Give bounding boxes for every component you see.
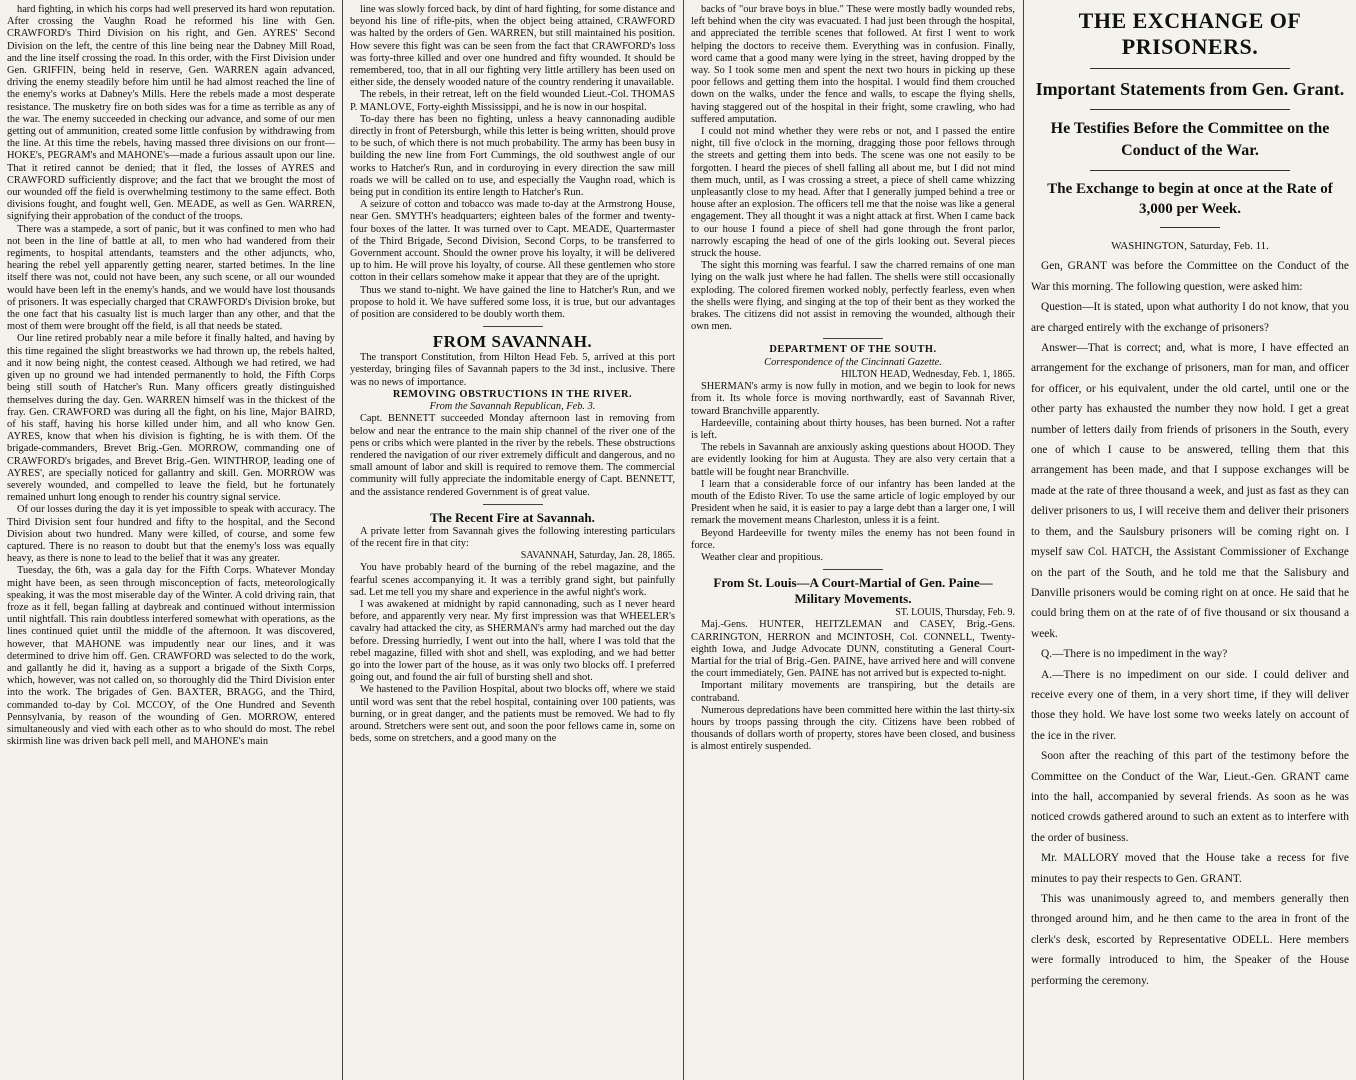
headline-exchange-of-prisoners: THE EXCHANGE OF PRISONERS. — [1078, 8, 1302, 59]
article-paragraph: This was unanimously agreed to, and members generally then thronged around him, and he then came to the area in front of the clerk's desk, escorted by Representative ODELL. Here members were formally introduced to him, the Speaker of the House performing the ceremony. — [1031, 893, 1349, 987]
section-rule — [483, 326, 543, 327]
dateline: WASHINGTON, Saturday, Feb. 11. — [1111, 240, 1269, 252]
section-rule — [823, 338, 883, 339]
article-paragraph: The sight this morning was fearful. I saw the charred remains of one man lying on the walk just where he had fallen. The shells were still occasionally exploding. The colored firemen worked nobly, perfectly fearless, even when the shells were flying, and singing at the top of their bent as they worked the brakes. The citizens did not assist in removing the wounded, although their own men. — [691, 260, 1015, 333]
article-paragraph: We hastened to the Pavilion Hospital, about two blocks off, where we staid until word was sent that the rebel hospital, containing over 100 patients, was burning, or in great danger, and the patients must be removed. We had to fly around. Stretchers were sent out, and soon the poor fellows came in, some on beds, some on stretchers, and a good many on the — [350, 684, 675, 745]
article-paragraph: A.—There is no impediment on our side. I could deliver and receive every one of them, in a very short time, if they will deliver those they hold. We have lost some two weeks lately on account of the ice in the river. — [1031, 668, 1349, 742]
source-line: From the Savannah Republican, Feb. 3. — [429, 401, 596, 413]
article-paragraph: I could not mind whether they were rebs or not, and I passed the entire night, till five o'clock in the morning, dragging those poor fellows through the streets and getting them into beds. The scene was one not easily to be forgotten. I heard the pieces of shell falling all about me, but I did not mind them much, until, as I was crossing a street, a piece of shell came whizzing unpleasantly close to my head. After that I generally jumped behind a tree or house after an explosion. The officers tell me that the noise was like a general engagement. They all thought it was a night attack at first. When I came back to our house I found a piece of shell had gone through the front parlor, narrowly escaping the head of one of the girls looking out. Several pieces struck the house. — [691, 126, 1015, 260]
article-paragraph: The rebels in Savannah are anxiously asking questions about HOOD. They are evidently looking for him at Augusta. They are also very certain that a battle will be fought near Branchville. — [691, 442, 1015, 478]
dateline: SAVANNAH, Saturday, Jan. 28, 1865. — [520, 550, 675, 562]
section-rule — [483, 504, 543, 505]
dateline: ST. LOUIS, Thursday, Feb. 9. — [895, 607, 1015, 619]
subhead-recent-fire: The Recent Fire at Savannah. — [430, 509, 595, 525]
article-paragraph: I was awakened at midnight by rapid cannonading, such as I never heard before, and apparently very near. My first impression was that WHEELER's cavalry had attacked the city, as SHERMAN's army had marched out the day before. Dressing hurriedly, I went out into the hall, where I was told that the rebel magazine, filled with shot and shell, was exploding, and we had better go into the lower part of the house, as it was only two blocks off. I preferred going out, and found the air full of bursting shell and shot. — [350, 598, 675, 684]
article-paragraph: SHERMAN's army is now fully in motion, and we begin to look for news from it. Its whole force is moving northwardly, east of Savannah River, toward Branchville apparently. — [691, 381, 1015, 417]
subheadline: The Exchange to begin at once at the Rate of 3,000 per Week. — [1047, 181, 1333, 217]
headline-department-south: DEPARTMENT OF THE SOUTH. — [769, 344, 937, 356]
article-paragraph: Gen, GRANT was before the Committee on the Conduct of the War this morning. The following question, were asked him: — [1031, 260, 1349, 293]
article-paragraph: The transport Constitution, from Hilton Head Feb. 5, arrived at this port yesterday, bringing files of Savannah papers to the 3d inst., inclusive. There was no news of importance. — [350, 352, 675, 388]
article-paragraph: A private letter from Savannah gives the following interesting particulars of the recent fire in that city: — [350, 525, 675, 549]
source-line: Correspondence of the Cincinnati Gazette. — [764, 356, 942, 368]
article-paragraph: Hardeeville, containing about thirty houses, has been burned. Not a rafter is left. — [691, 417, 1015, 441]
article-paragraph: You have probably heard of the burning of the rebel magazine, and the fearful scenes accompanying it. It was a terribly grand sight, but painfully sad. Let me tell you my share and experience in the awful night's work. — [350, 562, 675, 598]
article-paragraph: backs of "our brave boys in blue." These were mostly badly wounded rebs, left behind when the city was evacuated. I had just been through the hospital, and appreciated the terrible scenes that followed. At first I went to work helping the doctors to receive them. Everything was in confusion. Finally, word came that a good many were lying in the street, having dropped by the way. So I took some men and spent the next two hours in picking up these poor fellows and getting them into the hospital. I would find them crouched down on the walks, under the fence and walls, to escape the flying shells, having staggered out of the hospital in their fright, some crawling, who had suffered amputation. — [691, 4, 1015, 125]
article-paragraph: Weather clear and propitious. — [701, 551, 824, 563]
article-paragraph: hard fighting, in which his corps had well preserved its hard won reputation. After crossing the Vaughn Road he reformed his line with Gen. CRAWFORD's Third Division on his right, and Gen. AYRES' Second Division on the left, the centre of this line being near the Dabney Mill Road, and the line itself crossing the road. In this order, with the First Division under Gen. GRIFFIN, being held in reserve, Gen. WARREN again advanced, driving the enemy steadily before him until he had almost reached the line of the enemy's works at Dabney's Mills. Here the rebels made a most desperate resistance. The musketry fire on both sides was for a time as terrible as any of the war. The enemy succeeded in checking our advance, and some of our men getting out of ammunition, created some little confusion by withdrawing from the line. At this time the rebels, having massed three divisions on our front—HOKE's, PEGRAM's and MAHONE's—made a furious assault upon our line. That it retired cannot be denied; that it fled, the losses of AYRES and CRAWFORD sufficiently disprove; and the fact that we brought the most of our wounded off the field is overwhelming testimony to the same effect. Both divisions fought, and fought well, Gen. MEADE, as well as Gen. WARREN, signifying their approbation of the conduct of the troops. — [7, 4, 335, 223]
column-4 — [1026, 4, 1354, 1076]
column-rule — [342, 0, 343, 1080]
column-1 — [2, 4, 340, 1076]
column-rule — [1023, 0, 1024, 1080]
article-paragraph: I learn that a considerable force of our infantry has been landed at the mouth of the Edisto River. To use the same article of logic employed by our President when he said, it is easier to pay a large debt than a larger one, I will remark the movement means Charleston, unless it is a feint. — [691, 478, 1015, 527]
article-paragraph: The rebels, in their retreat, left on the field wounded Lieut.-Col. THOMAS P. MANLOVE, Forty-eighth Mississippi, and he is now in our hospital. — [350, 89, 675, 113]
section-rule — [1160, 227, 1220, 228]
article-paragraph: Mr. MALLORY moved that the House take a recess for five minutes to pay their respects to Gen. GRANT. — [1031, 852, 1349, 885]
headline-st-louis: From St. Louis—A Court-Martial of Gen. Paine—Military Movements. — [713, 575, 993, 607]
article-paragraph: A seizure of cotton and tobacco was made to-day at the Armstrong House, near Gen. SMYTH's headquarters; eighteen bales of the former and twenty-four boxes of the latter. It was turned over to Capt. MEADE, Quartermaster of the Third Brigade, Second Division, Second Corps, to be transferred to Government account. Should the owner prove his loyalty, it will be delivered up to him. He will prove his loyalty, of course. All these gentlemen who store cotton in their cellars somehow make it appear that they are of the upright. — [350, 199, 675, 284]
column-2 — [345, 4, 680, 1076]
article-paragraph: Capt. BENNETT succeeded Monday afternoon last in removing from below and near the entrance to the main ship channel of the river one of the pens or cribs which were planted in the river by the rebels. These obstructions rendered the navigation of our river extremely difficult and dangerous, and no small amount of labor and skill is required to remove them. The commercial community will fully appreciate the indomitable energy of Capt. BENNETT, and the assistance rendered Government is of great value. — [350, 413, 675, 498]
column-rule — [683, 0, 684, 1080]
headline-from-savannah: FROM SAVANNAH. — [432, 332, 593, 352]
article-paragraph: Question—It is stated, upon what authority I do not know, that you are charged entirely with the exchange of prisoners? — [1031, 301, 1349, 334]
article-paragraph: Numerous depredations have been committed here within the last thirty-six hours by troops passing through the city. Citizens have been robbed of thousands of dollars worth of property, stores have been closed, and business is almost entirely suspended. — [691, 704, 1015, 753]
subheadline: Important Statements from Gen. Grant. — [1035, 79, 1345, 99]
section-rule — [1090, 170, 1290, 171]
article-paragraph: There was a stampede, a sort of panic, but it was confined to men who had not been in the line of battle at all, to men who had wandered from their regiments, to hospital attendants, teamsters and the other adjuncts, who, hearing the rebel yell apparently getting nearer, started betimes. In the line itself there was not, could not have been, any such scene, or all our wounded would have been left in the enemy's hands, and we would have lost thousands of prisoners. It was especially charged that CRAWFORD's Division broke, but the one fact that his casualty list is much larger than any other, and that the most of them were brought off the field, is all that needs be stated. — [7, 223, 335, 333]
column-3 — [686, 4, 1020, 1076]
article-paragraph: Of our losses during the day it is yet impossible to speak with accuracy. The Third Division sent four hundred and fifty to the hospital, and the Second Division about two hundred. Many were killed, of course, and some few captured. There is no reason to doubt but that the enemy's loss was equally heavy, as there is none to lead to the belief that it was any greater. — [7, 504, 335, 565]
article-paragraph: Soon after the reaching of this part of the testimony before the Committee on the Conduct of the War, Lieut.-Gen. GRANT came into the hall, accompanied by several friends. As soon as he was noticed crowds gathered around to such an extent as to interfere with the order of business. — [1031, 750, 1349, 844]
article-paragraph: line was slowly forced back, by dint of hard fighting, for some distance and beyond his line of rifle-pits, when the object being attained, CRAWFORD was halted by the orders of Gen. WARREN, but still maintained his position. How severe this fight was can be seen from the fact that CRAWFORD's loss was forty-three killed and over one hundred and fifty wounded. It should be remembered, too, that in all our fighting very little artillery has been used on either side, the densely wooded nature of the country rendering it unavailable. — [350, 4, 675, 89]
article-paragraph: Q.—There is no impediment in the way? — [1041, 648, 1228, 661]
dateline: HILTON HEAD, Wednesday, Feb. 1, 1865. — [841, 368, 1015, 380]
subheadline: He Testifies Before the Committee on the Conduct of the War. — [1050, 120, 1330, 159]
section-rule — [1090, 68, 1290, 69]
article-paragraph: Maj.-Gens. HUNTER, HEITZLEMAN and CASEY, Brig.-Gens. CARRINGTON, HERRON and MCINTOSH, Col. CONNELL, Twenty-eighth Iowa, and Judge Advocate DUNN, constituting a General Court-Martial for the trial of Brig.-Gen. PAINE, have arrived here and will convene the court immediately, Gen. PAINE has not arrived but is expected to-night. — [691, 619, 1015, 680]
article-paragraph: To-day there has been no fighting, unless a heavy cannonading audible directly in front of Petersburgh, while this letter is being written, should prove to be such, of which there is not much probability. The army has been busy in building the new line from Fort Cummings, the old southwest angle of our works to Hatcher's Run, and in corduroying in every direction the saw mill roads we will be called on to use, and especially the Vaughn road, which is being put in condition its entire length to Hatcher's Run. — [350, 113, 675, 199]
article-paragraph: Beyond Hardeeville for twenty miles the enemy has not been found in force. — [691, 527, 1015, 551]
article-paragraph: Important military movements are transpiring, but the details are contraband. — [691, 680, 1015, 704]
article-paragraph: Thus we stand to-night. We have gained the line to Hatcher's Run, and we propose to hold it. We have suffered some loss, it is true, but our advantages of position are considered to be doubly worth them. — [350, 284, 675, 321]
article-paragraph: Our line retired probably near a mile before it finally halted, and having by this time regained the slight breastworks we had thrown up, the rebels halted, and it now being night, the contest ceased. Although we had retired, we had given up no ground we had intended permanently to hold, the Fifth Corps being still south of Hatcher's Run. Many officers greatly distinguished themselves during the day. Gen. WARREN himself was in the thickest of the fray. Gen. CRAWFORD was during all the fight, on his line, Major BAIRD, of his staff, having his horse killed under him, and all who know Gen. AYRES, know that when his division is fighting, he is with them. Of the brigade-commanders, Brevet Brig.-Gen. MORROW, commanding one of CRAWFORD's brigades, and Brevet Brig.-Gen. WINTHROP, leading one of AYRES', are specially noticed for gallantry and skill. Gen. MORROW was severely wounded, and compelled to leave the field, but he fortunately remained unhurt long enough to render his country signal service. — [7, 333, 335, 504]
section-rule — [823, 569, 883, 570]
subhead-obstructions: REMOVING OBSTRUCTIONS IN THE RIVER. — [392, 388, 633, 400]
section-rule — [1090, 109, 1290, 110]
article-paragraph: Answer—That is correct; and, what is more, I have effected an arrangement for the exchange of prisoners, man for man, and officer for officer, or his equivalent, under the old cartel, until one or the other party has exhausted the number they now hold. I get a great number of letters daily from friends of prisoners in the South, every one of which I cause to be answered, telling them that this arrangement has been made, and that I suppose exchanges will be made at the rate of three thousand a week, and just as fast as they can deliver prisoners to us, I will receive them and deliver their prisoners to them, and the Saulsbury prisoners will be coming right on. I myself saw Col. HATCH, the Assistant Commissioner of Exchange on the part of the South, and he told me that the Salisbury and Danville prisoners would be coming right on at once. He said that he could bring them on at the rate of of five thousand or six thousand a week. — [1031, 342, 1349, 640]
article-paragraph: Tuesday, the 6th, was a gala day for the Fifth Corps. Whatever Monday might have been, as seen through misconception of facts, meteorologically speaking, it was the most miserable day of the Winter. A cold driving rain, that froze as it fell, began falling at daybreak and continued without intermission until nightfall. This rain doubtless interfered somewhat with operations, as the lines continued quiet until the middle of the afternoon. It was discovered, however, that MAHONE was impudently near our lines, and it was determined to drive him off. Gen. CRAWFORD was selected to do the work, and gallantly he did it, having as a support a brigade of the Sixth Corps, which, however, was not called on, so thoroughly did the Third Division enter into the work. The brigades of Gen. BAXTER, BRAGG, and the Third, commanded to-day by Col. MCCOY, of the One Hundred and Seventh Pennsylvania, by reason of the wounding of Gen. MORROW, entered simultaneously and vied with each other as to who should do most. The rebel skirmish line was driven back pell mell, and MAHONE's main — [7, 565, 335, 748]
